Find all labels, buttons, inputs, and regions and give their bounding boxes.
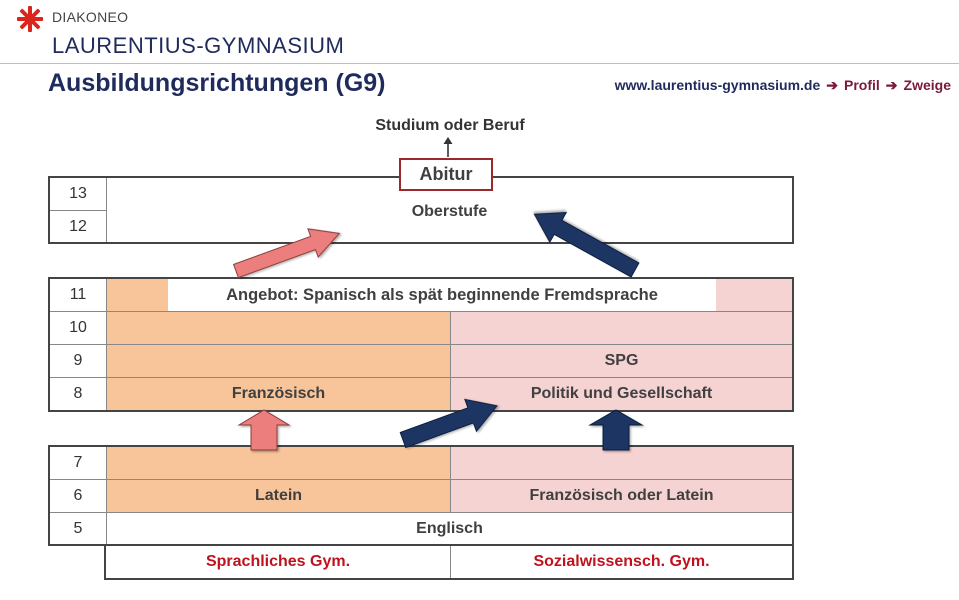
franzoesisch-cell: Französisch <box>107 378 450 410</box>
franz-oder-latein-cell: Französisch oder Latein <box>451 480 792 512</box>
branch-left: Sprachliches Gym. <box>205 553 351 570</box>
breadcrumb-zweige[interactable]: Zweige <box>903 77 951 93</box>
grade-11: 11 <box>69 286 87 303</box>
grade-13: 13 <box>69 185 87 202</box>
latein-cell: Latein <box>107 480 450 512</box>
arrow-latein-franzoesisch-icon <box>239 410 289 450</box>
spg-cell: SPG <box>451 345 792 377</box>
spanisch-banner: Angebot: Spanisch als spät beginnende Fremdsprache <box>168 279 716 311</box>
abitur-box: Abitur <box>399 158 493 191</box>
oberstufe-cell: Oberstufe <box>411 203 488 220</box>
page-title: Ausbildungsrichtungen (G9) <box>48 69 386 97</box>
arrow-latein-politik-icon <box>397 390 503 456</box>
breadcrumb-profil[interactable]: Profil <box>844 77 880 93</box>
grade-8: 8 <box>73 385 83 402</box>
arrow-franz-politik-icon <box>590 410 642 450</box>
politik-cell: Politik und Gesellschaft <box>451 378 792 410</box>
arrow-sprachlich-oberstufe-icon <box>231 219 345 285</box>
grade-7: 7 <box>73 454 83 471</box>
breadcrumb-arrow-icon: ➔ <box>826 77 839 93</box>
grade-5: 5 <box>73 519 83 537</box>
top-label: Studium oder Beruf <box>375 117 525 134</box>
grade-12: 12 <box>69 217 87 235</box>
arrow-sozial-oberstufe-icon <box>526 199 643 284</box>
branch-right: Sozialwissensch. Gym. <box>533 553 710 570</box>
englisch-cell: Englisch <box>107 513 792 544</box>
grade-6: 6 <box>73 487 83 504</box>
logo-text: DIAKONEO <box>52 9 129 25</box>
grade-10: 10 <box>69 319 87 336</box>
breadcrumb-arrow-icon: ➔ <box>885 77 898 93</box>
grade-9: 9 <box>73 352 83 369</box>
breadcrumb-url[interactable]: www.laurentius-gymnasium.de <box>614 77 821 93</box>
school-name: LAURENTIUS-GYMNASIUM <box>52 33 345 58</box>
